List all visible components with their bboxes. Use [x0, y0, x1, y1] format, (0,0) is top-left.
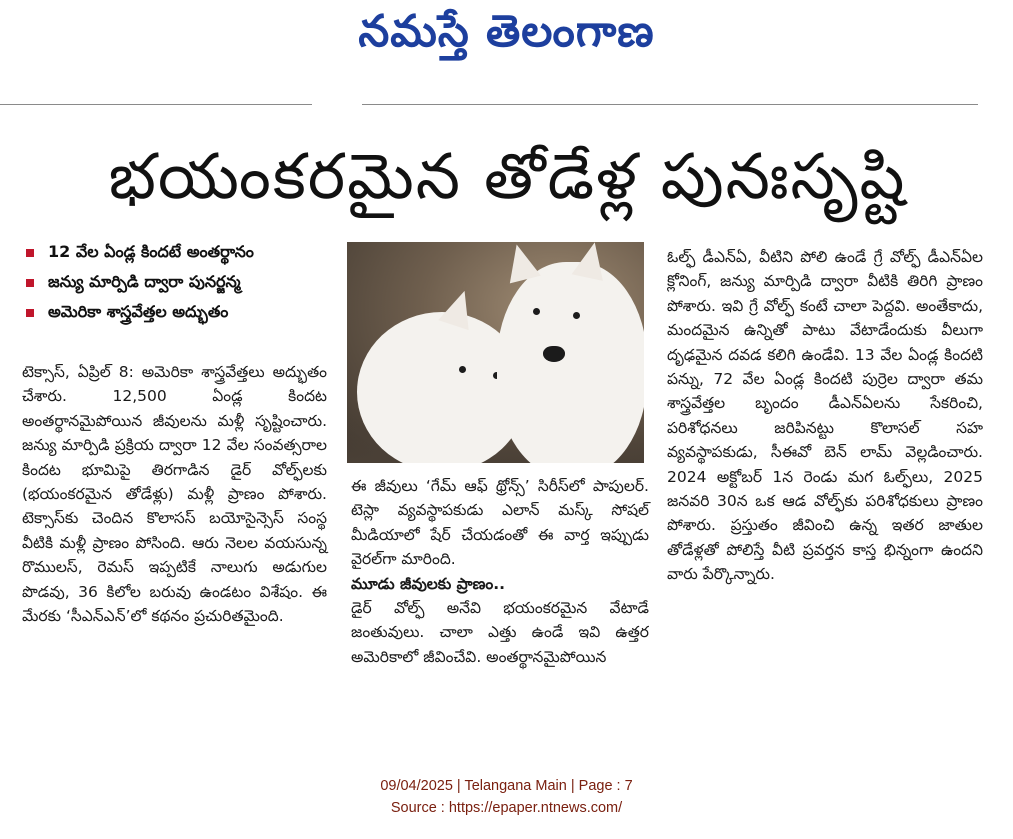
footer-source-line: Source : https://epaper.ntnews.com/: [390, 800, 623, 816]
subheading: మూడు జీవులకు ప్రాణం..: [351, 574, 506, 593]
highlights-list: [22, 238, 332, 328]
masthead-logo: నమస్తే తెలంగాణ: [358, 6, 655, 57]
article-column-2: [351, 474, 649, 669]
bullet-square-icon: [26, 279, 34, 287]
footer-date-line: 09/04/2025 | Telangana Main | Page : 7: [380, 778, 633, 794]
highlight-item: [22, 268, 332, 298]
article-column-3: ఓల్ఫ్ డీఎన్‌ఏ, వీటిని పోలి ఉండే గ్రే వోల్ఫ్ డీఎన్‌ఏల క్లోనింగ్, జన్యు మార్పిడి ద్వారా వీటికి తిరిగి ప్రాణం పోశారు. ఇవి గ్రే వోల్ఫ్ కంటే చాలా పెద్దవి. అంతేకాదు, మందమైన ఉన్నితో పాటు వేటాడేందుకు వీలుగా దృఢమైన దవడ కలిగి ఉండేవి. 13 వేల ఏండ్ల కిందటి పన్ను, 72 వేల ఏండ్ల కిందటి పుర్రెల ద్వారా తమ శాస్త్రవేత్తల బృందం డీఎన్‌ఏలను సేకరించి, పరిశోధనలు జరిపినట్టు కొలాసల్ సహ వ్యవస్థాపకుడు, సీఈవో బెన్ లామ్ వెల్లడించారు. 2024 అక్టోబర్ 1న రెండు మగ ఓల్ఫ్‌లు, 2025 జనవరి 30న ఒక ఆడ వోల్ఫ్‌కు పరిశోధకులు ప్రాణం పోశారు. ప్రస్తుతం జీవించి ఉన్న ఇతర జాతుల తోడేళ్లతో పోలిస్తే వీటి ప్రవర్తన కాస్త భిన్నంగా ఉందని వారు పేర్కొన్నారు.: [667, 248, 983, 584]
masthead-rule-left: [0, 104, 312, 105]
highlight-text: అమెరికా శాస్త్రవేత్తల అద్భుతం: [48, 301, 229, 321]
pup-right-body: [497, 262, 644, 463]
headline: భయంకరమైన తోడేళ్ల పునఃసృష్టి: [108, 140, 907, 213]
highlight-text: 12 వేల ఏండ్ల కిందటే అంతర్థానం: [48, 241, 254, 261]
highlight-text: జన్యు మార్పిడి ద్వారా పునర్జన్మ: [48, 271, 241, 291]
highlight-item: [22, 298, 332, 328]
column-2-intro: ఈ జీవులు ‘గేమ్ ఆఫ్ థ్రోన్స్’ సిరీస్‌లో పాపులర్. టెస్లా వ్యవస్థాపకుడు ఎలాన్ మస్క్ సోషల్ మీడియాలో షేర్ చేయడంతో ఈ వార్త ఇప్పుడు వైరల్‌గా మారింది.: [351, 477, 649, 569]
column-2-body: డైర్ వోల్ఫ్ అనేవి భయంకరమైన వేటాడే జంతువులు. చాలా ఎత్తు ఉండే ఇవి ఉత్తర అమెరికాలో జీవించేవి. అంతర్థానమైపోయిన: [351, 599, 649, 666]
bullet-square-icon: [26, 309, 34, 317]
pup-left-eye: [459, 366, 466, 373]
highlight-item: [22, 238, 332, 268]
pup-right-nose: [543, 346, 565, 362]
masthead-rule-right: [362, 104, 978, 105]
wolf-pups-photo: [347, 242, 644, 463]
pup-right-eye: [533, 308, 540, 315]
bullet-square-icon: [26, 249, 34, 257]
pup-right-eye: [573, 312, 580, 319]
article-column-1: టెక్సాస్, ఏప్రిల్ 8: అమెరికా శాస్త్రవేత్తలు అద్భుతం చేశారు. 12,500 ఏండ్ల కిందట అంతర్థానమైపోయిన జీవులను మళ్లీ సృష్టించారు. జన్యు మార్పిడి ప్రక్రియ ద్వారా 12 వేల సంవత్సరాల కిందట భూమిపై తిరగాడిన డైర్ వోల్ఫ్‌లకు (భయంకరమైన తోడేళ్లు) మళ్లీ ప్రాణం పోశారు. టెక్సాస్‌కు చెందిన కొలాసస్ బయోసైన్సెస్ సంస్థ వీటికి మళ్లీ ప్రాణం పోసింది. ఆరు నెలల వయసున్న రొములస్, రెమస్ ఇప్పటికే నాలుగు అడుగుల పొడవు, 36 కిలోల బరువు ఉండటం విశేషం. ఈ మేరకు ‘సీఎన్‌ఎన్’లో కథనం ప్రచురితమైంది.: [22, 363, 327, 626]
